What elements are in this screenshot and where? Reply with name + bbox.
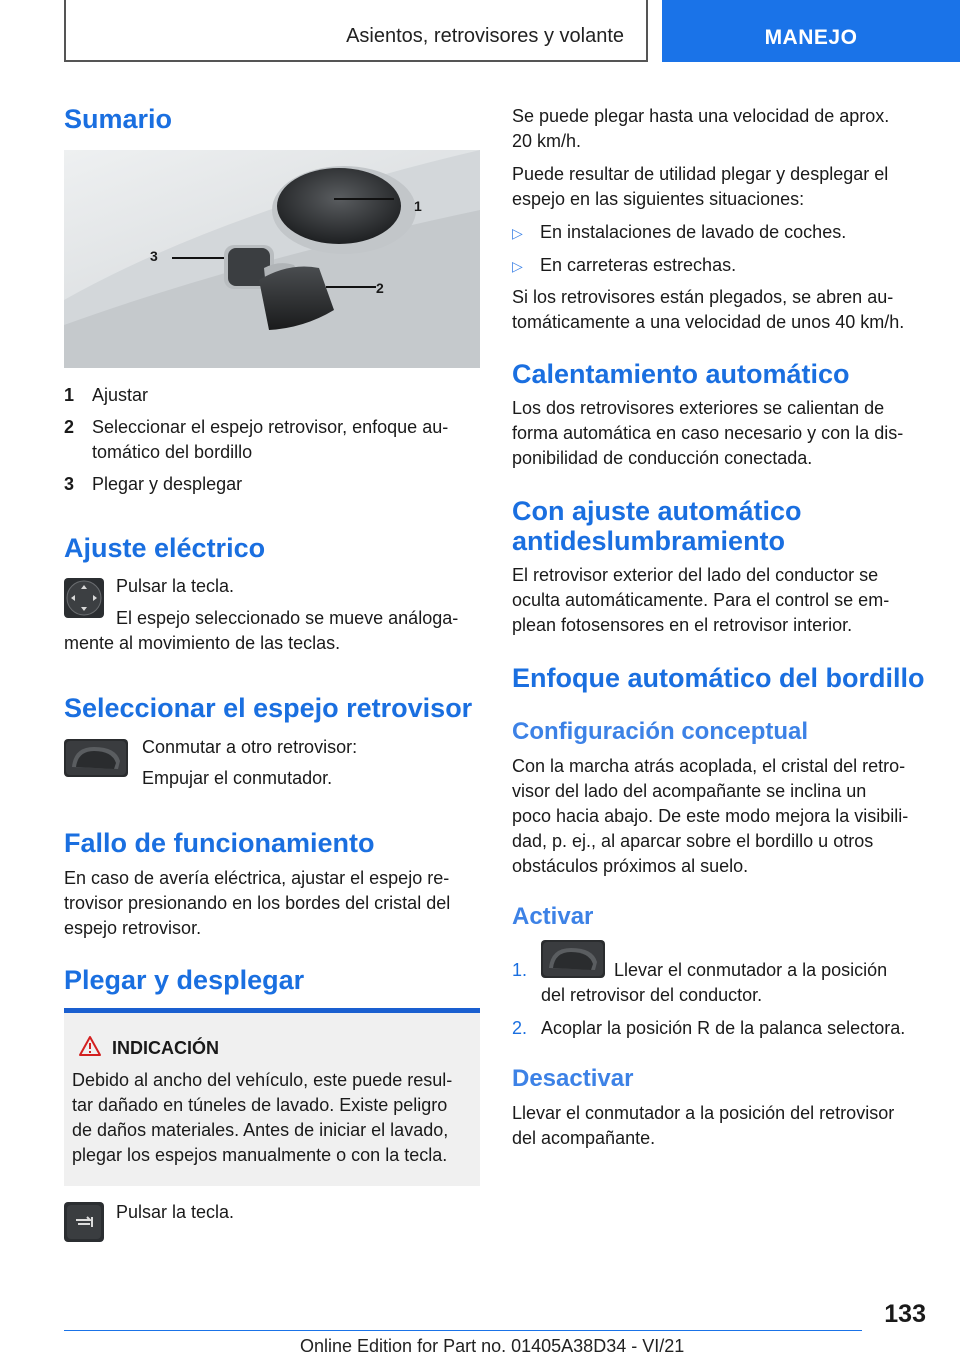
right-p2-line-1: Puede resultar de utilidad plegar y desplegar el xyxy=(512,164,889,184)
heading-antideslumbramiento-1: Con ajuste automático xyxy=(512,496,802,526)
notice-box xyxy=(64,1008,480,1186)
config-line-3: poco hacia abajo. De este modo mejora la visibili- xyxy=(512,806,909,826)
desact-line-1: Llevar el conmutador a la posición del retrovisor xyxy=(512,1103,895,1123)
legend-num: 2 xyxy=(64,417,75,437)
legend-item-3 xyxy=(64,472,242,497)
chapter-tab-label: MANEJO xyxy=(764,26,858,49)
notice-line-4: plegar los espejos manualmente o con la tecla. xyxy=(72,1145,448,1165)
right-p1-line-2: 20 km/h. xyxy=(512,131,582,151)
config-line-4: dad, p. ej., al aparcar sobre el bordillo u otros xyxy=(512,831,874,851)
bullet-text: En carreteras estrechas. xyxy=(540,255,737,275)
ajuste-line-3: mente al movimiento de las teclas. xyxy=(64,633,341,653)
section-title: Asientos, retrovisores y volante xyxy=(346,25,624,47)
heading-desactivar: Desactivar xyxy=(512,1065,634,1092)
pulsar-tecla: Pulsar la tecla. xyxy=(116,1202,235,1222)
calent-line-2: forma automática en caso necesario y con la dis- xyxy=(512,423,904,443)
desact-line-2: del acompañante. xyxy=(512,1128,656,1148)
page-number: 133 xyxy=(884,1300,926,1328)
heading-ajuste-electrico: Ajuste eléctrico xyxy=(64,533,266,563)
anti-line-1: El retrovisor exterior del lado del conductor se xyxy=(512,565,879,585)
bullet-item-1 xyxy=(512,220,846,246)
legend-text-cont: tomático del bordillo xyxy=(92,442,253,462)
mirror-controls-photo xyxy=(64,150,480,368)
anti-line-2: oculta automáticamente. Para el control se em- xyxy=(512,590,890,610)
callout-line-1 xyxy=(334,198,394,200)
callout-line-2 xyxy=(326,286,376,288)
notice-line-2: tar dañado en túneles de lavado. Existe peligro xyxy=(72,1095,448,1115)
warning-triangle-icon xyxy=(78,1035,102,1057)
fallo-line-3: espejo retrovisor. xyxy=(64,918,202,938)
ajuste-line-1: Pulsar la tecla. xyxy=(116,576,235,596)
config-line-1: Con la marcha atrás acoplada, el cristal del retro- xyxy=(512,756,906,776)
calent-line-3: ponibilidad de conducción conectada. xyxy=(512,448,813,468)
legend-item-2 xyxy=(64,415,448,465)
bullet-item-2 xyxy=(512,253,736,279)
legend-item-1 xyxy=(64,383,148,408)
fallo-line-2: trovisor presionando en los bordes del cristal del xyxy=(64,893,451,913)
bullet-triangle-icon: ▷ xyxy=(512,258,523,274)
config-line-2: visor del lado del acompañante se inclina un xyxy=(512,781,867,801)
right-p3-line-1: Si los retrovisores están plegados, se abren au- xyxy=(512,287,894,307)
rocker-switch-icon xyxy=(64,739,128,777)
step-1-line-1: Llevar el conmutador a la posición xyxy=(614,960,888,980)
callout-3: 3 xyxy=(150,248,158,264)
legend-text: Ajustar xyxy=(92,385,149,405)
direction-pad-icon xyxy=(64,578,104,618)
fold-mirror-button-icon xyxy=(64,1202,104,1242)
seleccionar-line-1: Conmutar a otro retrovisor: xyxy=(142,737,358,757)
chapter-tab[interactable] xyxy=(662,0,960,62)
rocker-switch-icon xyxy=(541,940,605,978)
bullet-triangle-icon: ▷ xyxy=(512,225,523,241)
step-1-number: 1. xyxy=(512,960,528,980)
footer-divider xyxy=(64,1330,862,1331)
callout-line-3 xyxy=(172,257,224,259)
heading-antideslumbramiento-2: antideslumbramiento xyxy=(512,526,786,556)
seleccionar-line-2: Empujar el conmutador. xyxy=(142,768,333,788)
calent-line-1: Los dos retrovisores exteriores se calientan de xyxy=(512,398,885,418)
right-p1-line-1: Se puede plegar hasta una velocidad de aprox. xyxy=(512,106,890,126)
notice-line-1: Debido al ancho del vehículo, este puede resul- xyxy=(72,1070,453,1090)
legend-text: Plegar y desplegar xyxy=(92,474,243,494)
header-section-box xyxy=(64,0,648,62)
heading-activar: Activar xyxy=(512,903,594,930)
heading-enfoque: Enfoque automático del bordillo xyxy=(512,663,925,693)
right-p3-line-2: tomáticamente a una velocidad de unos 40 km/h. xyxy=(512,312,905,332)
callout-2: 2 xyxy=(376,280,384,296)
step-2-number: 2. xyxy=(512,1018,528,1038)
step-2-text: Acoplar la posición R de la palanca selectora. xyxy=(541,1018,906,1038)
step-1-line-2: del retrovisor del conductor. xyxy=(541,985,763,1005)
legend-num: 1 xyxy=(64,385,75,405)
notice-title: INDICACIÓN xyxy=(112,1038,219,1058)
notice-line-3: de daños materiales. Antes de iniciar el lavado, xyxy=(72,1120,449,1140)
legend-text: Seleccionar el espejo retrovisor, enfoque au- xyxy=(92,417,449,437)
anti-line-3: plean fotosensores en el retrovisor interior. xyxy=(512,615,853,635)
edition-note: Online Edition for Part no. 01405A38D34 - VI/21 xyxy=(300,1336,685,1356)
mirror-controls-illustration xyxy=(64,150,480,368)
heading-plegar: Plegar y desplegar xyxy=(64,965,305,995)
config-line-5: obstáculos próximos al suelo. xyxy=(512,856,749,876)
heading-sumario: Sumario xyxy=(64,104,173,134)
callout-1: 1 xyxy=(414,198,422,214)
ajuste-line-2: El espejo seleccionado se mueve análoga- xyxy=(116,608,459,628)
heading-calentamiento: Calentamiento automático xyxy=(512,359,850,389)
bullet-text: En instalaciones de lavado de coches. xyxy=(540,222,847,242)
heading-fallo: Fallo de funcionamiento xyxy=(64,828,375,858)
heading-configuracion: Configuración conceptual xyxy=(512,718,809,745)
heading-seleccionar: Seleccionar el espejo retrovisor xyxy=(64,693,473,723)
legend-num: 3 xyxy=(64,474,75,494)
right-p2-line-2: espejo en las siguientes situaciones: xyxy=(512,189,805,209)
fallo-line-1: En caso de avería eléctrica, ajustar el espejo re- xyxy=(64,868,450,888)
